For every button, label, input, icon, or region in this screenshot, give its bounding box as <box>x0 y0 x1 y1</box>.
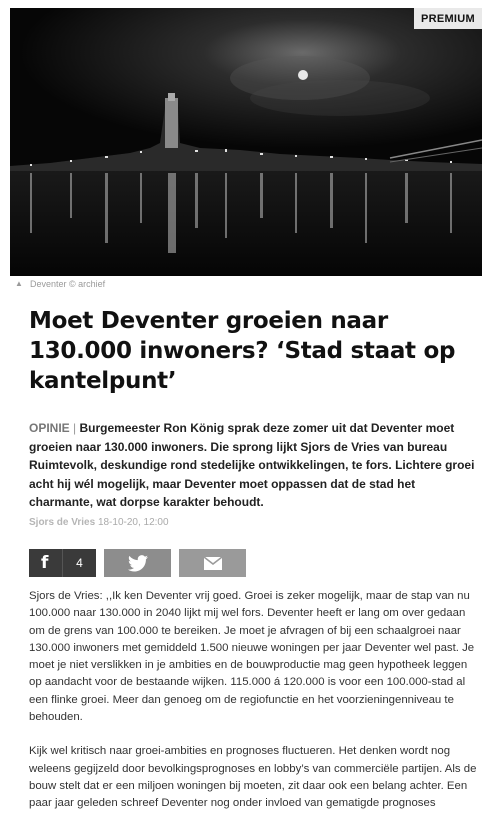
intro-separator: | <box>73 421 77 435</box>
publish-date: 18-10-20, 12:00 <box>97 517 169 528</box>
byline <box>29 517 169 528</box>
deventer-night-photo <box>10 8 482 276</box>
body-paragraph: Sjors de Vries: ,,Ik ken Deventer vrij goed. Groei is zeker mogelijk, maar de stap van nu 100.000 naar 130.000 in 2040 lijkt mij wel fors. Deventer heeft er lang om over gedaan om de grens van 100.000 te bereiken. Je moet je afvragen of bij een schaalgroei naar 130.000 inwoners met gemiddeld 1.500 nieuwe woningen per jaar Deventer wel past. Je moet je niet verslikken in je ambities en de bouwproductie mag geen hypotheek leggen op aandacht voor de bestaande wijken. 115.000 á 120.000 is voor een 100.000-stad al een flinke groei. Meer dan genoeg om de regiofunctie en het voorzieningenniveau te behouden. <box>29 590 475 724</box>
article-body <box>29 588 478 830</box>
email-share-button[interactable] <box>179 549 246 577</box>
facebook-icon: f <box>41 553 49 573</box>
intro-label: OPINIE <box>29 421 70 435</box>
article-intro <box>29 419 475 512</box>
body-paragraph: Kijk wel kritisch naar groei-ambities en prognoses fluctueren. Het denken wordt nog weleens gegijzeld door bevolkingsprognoses en lobby’s van commerciële partijen. Als de bouw stelt dat er een miljoen woningen bij moeten, zit daar ook een belang achter. Een paar jaar geleden schreef Deventer nog onder invloed van gematigde prognoses <box>29 745 477 810</box>
article-headline: Moet Deventer groeien naar 130.000 inwoners? ‘Stad staat op kantelpunt’ <box>29 308 456 394</box>
facebook-share-count: 4 <box>62 549 96 577</box>
image-caption: Deventer © archief <box>30 279 106 289</box>
twitter-bird-icon <box>128 555 148 572</box>
facebook-share-button[interactable] <box>29 549 96 577</box>
envelope-icon <box>204 557 222 570</box>
author-name[interactable]: Sjors de Vries <box>29 517 96 528</box>
hero-image <box>10 8 482 276</box>
intro-text: Burgemeester Ron König sprak deze zomer uit dat Deventer moet groeien naar 130.000 inwoners. Die sprong lijkt Sjors de Vries van bureau Ruimtevolk, deskundige rond stedelijke ontwikkelingen, te fors. Lichtere groei acht hij wél mogelijk, maar Deventer moet oppassen dat de stad het charmante, wat dorpse karakter behoudt. <box>29 421 475 509</box>
twitter-share-button[interactable] <box>104 549 171 577</box>
premium-badge: PREMIUM <box>414 8 482 29</box>
camera-triangle-icon: ▲ <box>15 279 23 288</box>
